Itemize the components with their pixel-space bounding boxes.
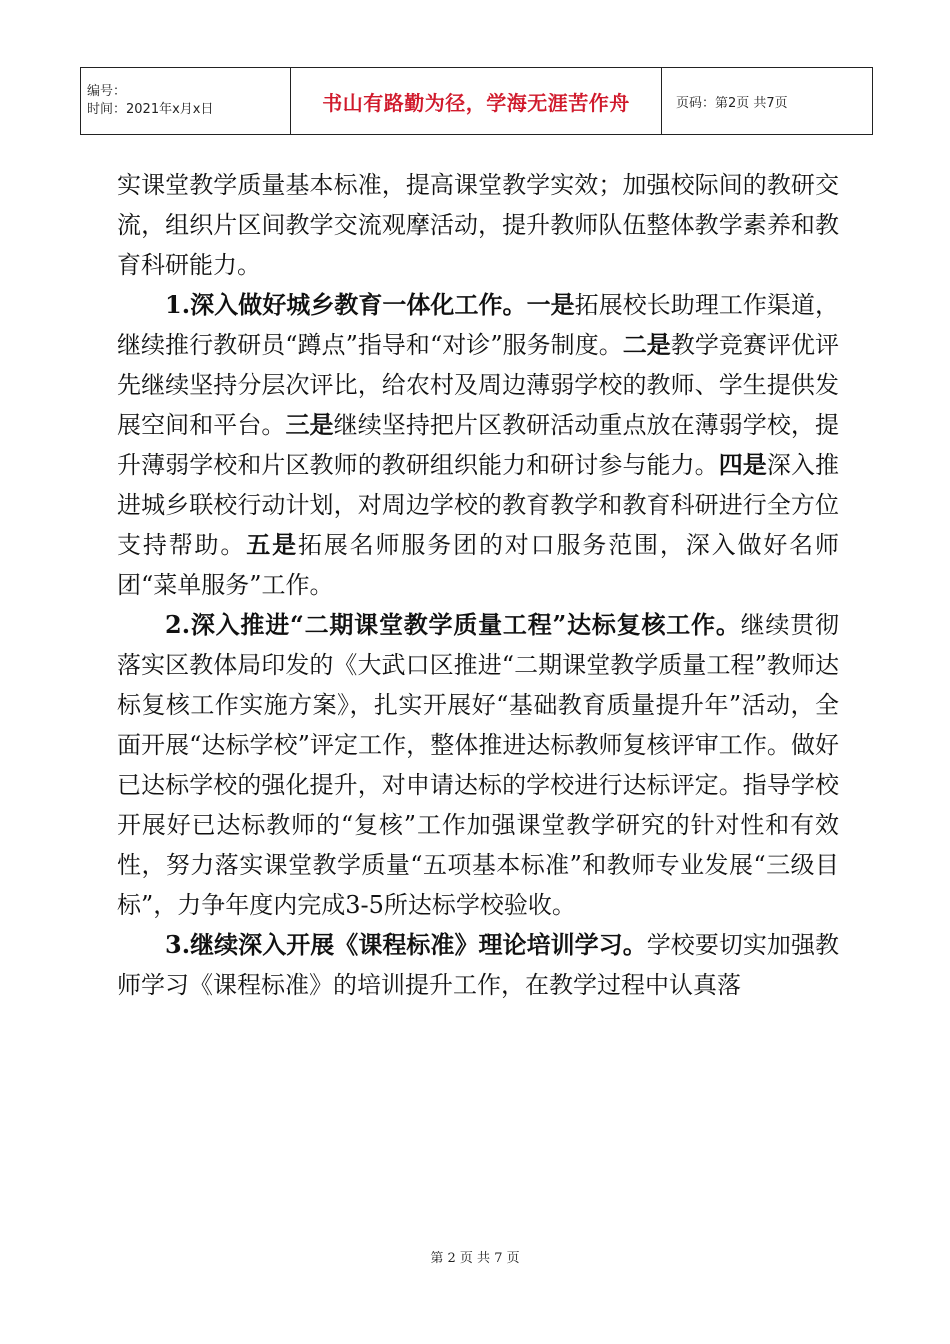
bold-run: 3.继续深入开展《课程标准》理论培训学习。 [165, 930, 647, 959]
header-page-cell [662, 68, 873, 135]
bold-run: 三是 [285, 410, 334, 439]
text-run: 深入推进城乡联校行动计划，对周边学校的教育教学和教育科研进行全方位支持帮助。 [117, 451, 840, 559]
text-run: 学校要切实加强教师学习《课程标准》的培训提升工作，在教学过程中认真落 [117, 931, 839, 999]
bold-run: 1.深入做好城乡教育一体化工作。一是 [165, 290, 575, 319]
bold-run: 二是 [622, 330, 671, 359]
date-label: 时间：2021年x月x日 [87, 102, 214, 117]
bold-run: 2.深入推进“二期课堂教学质量工程”达标复核工作。 [165, 610, 741, 639]
text-run: 拓展名师服务团的对口服务范围，深入做好名师团“菜单服务”工作。 [117, 531, 840, 599]
paragraph [117, 165, 839, 285]
text-run: 教学竞赛评优评先继续坚持分层次评比，给农村及周边薄弱学校的教师、学生提供发展空间和平台。 [117, 331, 840, 439]
paragraph [117, 925, 839, 1005]
page-header [80, 67, 873, 135]
text-run: 拓展校长助理工作渠道，继续推行教研员“蹲点”指导和“对诊”服务制度。 [117, 291, 840, 359]
motto-text: 书山有路勤为径，学海无涯苦作舟 [322, 90, 630, 115]
header-meta-cell [81, 68, 291, 135]
text-run: 继续坚持把片区教研活动重点放在薄弱学校，提升薄弱学校和片区教师的教研组织能力和研讨参与能力。 [117, 411, 840, 479]
bold-run: 五是 [246, 530, 298, 559]
serial-label: 编号： [87, 84, 127, 99]
text-run: 继续贯彻落实区教体局印发的《大武口区推进“二期课堂教学质量工程”教师达标复核工作实施方案》，扎实开展好“基础教育质量提升年”活动，全面开展“达标学校”评定工作，整体推进达标教师复核评审工作。做好已达标学校的强化提升，对申请达标的学校进行达标评定。指导学校开展好已达标教师的“复核”工作加强课堂教学研究的针对性和有效性，努力落实课堂教学质量“五项基本标准”和教师专业发展“三级目标”，力争年度内完成3-5所达标学校验收。 [117, 611, 839, 919]
text-run: 实课堂教学质量基本标准，提高课堂教学实效；加强校际间的教研交流，组织片区间教学交流观摩活动，提升教师队伍整体教学素养和教育科研能力。 [117, 171, 839, 279]
page-info: 页码：第2页 共7页 [676, 95, 788, 111]
document-body [117, 165, 839, 1005]
paragraph [117, 605, 839, 925]
paragraph [117, 285, 839, 605]
bold-run: 四是 [718, 450, 767, 479]
page-footer: 第 2 页 共 7 页 [430, 1251, 520, 1266]
header-motto-cell [291, 68, 662, 135]
